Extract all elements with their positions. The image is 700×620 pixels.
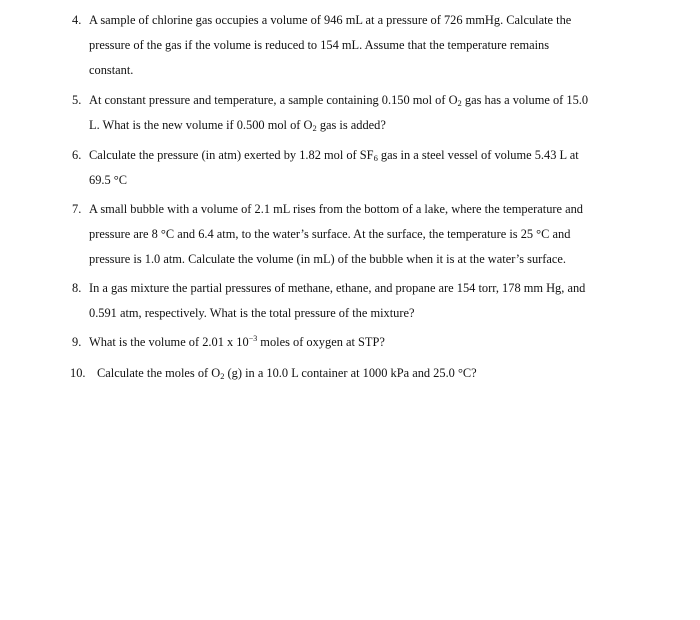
question-line	[89, 148, 659, 173]
question-line: constant.	[89, 63, 134, 77]
question-text	[89, 202, 659, 277]
question-line: In a gas mixture the partial pressures of methane, ethane, and propane are 154 torr, 178 mm Hg, and	[89, 281, 586, 295]
question-line: A small bubble with a volume of 2.1 mL rises from the bottom of a lake, where the temperature and	[89, 202, 583, 216]
question-number: 8.	[72, 281, 82, 295]
text-run: What is the volume of 2.01 x 10	[89, 335, 249, 349]
superscript: −3	[248, 334, 258, 343]
text-run: gas is added?	[316, 118, 386, 132]
question-number: 4.	[72, 13, 82, 27]
question-line	[97, 366, 667, 391]
question-line: 0.591 atm, respectively. What is the total pressure of the mixture?	[89, 306, 415, 320]
text-run: gas in a steel vessel of volume 5.43 L at	[377, 148, 579, 162]
question-text	[89, 93, 659, 143]
question-number: 5.	[72, 93, 82, 107]
text-run: Calculate the pressure (in atm) exerted by 1.82 mol of SF	[89, 148, 374, 162]
question-line: A sample of chlorine gas occupies a volume of 946 mL at a pressure of 726 mmHg. Calculate the	[89, 13, 572, 27]
question-text	[89, 148, 659, 198]
text-run: Calculate the moles of O	[97, 366, 221, 380]
text-run: At constant pressure and temperature, a sample containing 0.150 mol of O	[89, 93, 458, 107]
question-number: 10.	[70, 366, 86, 380]
question-line: 69.5 °C	[89, 173, 128, 187]
question-line: pressure of the gas if the volume is reduced to 154 mL. Assume that the temperature remains	[89, 38, 550, 52]
question-number: 6.	[72, 148, 82, 162]
text-run: gas has a volume of 15.0	[461, 93, 589, 107]
question-number: 9.	[72, 335, 82, 349]
subscript: 2	[312, 123, 317, 133]
question-text	[97, 366, 667, 391]
text-run: (g) in a 10.0 L container at 1000 kPa and 25.0 °C?	[224, 366, 477, 380]
question-number: 7.	[72, 202, 82, 216]
subscript: 2	[457, 98, 462, 108]
question-text	[89, 335, 659, 360]
subscript: 2	[220, 371, 225, 381]
question-line	[89, 335, 659, 360]
question-line	[89, 93, 659, 118]
question-line: pressure are 8 °C and 6.4 atm, to the water’s surface. At the surface, the temperature is 25 °C and	[89, 227, 571, 241]
text-run: L. What is the new volume if 0.500 mol of O	[89, 118, 313, 132]
question-line	[89, 118, 659, 143]
subscript: 6	[373, 153, 378, 163]
question-text	[89, 281, 659, 331]
question-text	[89, 13, 659, 88]
question-line: pressure is 1.0 atm. Calculate the volume (in mL) of the bubble when it is at the water’s surface.	[89, 252, 567, 266]
text-run: moles of oxygen at STP?	[257, 335, 385, 349]
